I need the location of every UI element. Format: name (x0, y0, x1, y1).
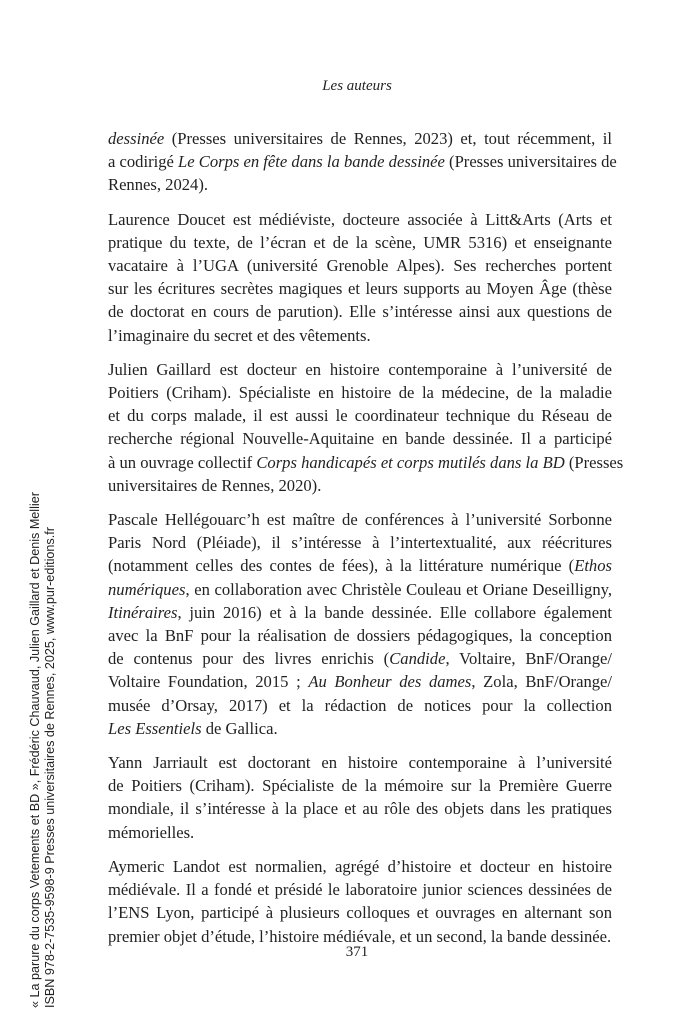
text-line (108, 277, 612, 300)
author-bio-paragraph (108, 127, 617, 197)
text-line (108, 601, 612, 624)
text-line (108, 901, 612, 924)
text-line (108, 427, 612, 450)
text-segment: , juin 2016) et à la bande dessinée. Elle collabore également (177, 602, 612, 622)
text-segment: (Presses universitaires de Rennes, 2023) et, tout récemment, il (164, 129, 612, 148)
page-number: 371 (345, 944, 369, 960)
text-segment: et du corps malade, il est aussi le coordinateur technique du Réseau de (108, 406, 612, 426)
text-segment: l’imaginaire du secret et des vêtements. (108, 325, 371, 345)
text-line (108, 821, 612, 844)
text-line (108, 878, 612, 901)
running-header: Les auteurs (322, 78, 392, 94)
author-bio-paragraph (108, 358, 624, 497)
text-line (108, 647, 612, 670)
author-bio-paragraph (108, 508, 612, 740)
text-line (108, 127, 612, 150)
text-segment: (Presses (564, 452, 624, 472)
text-segment: vacataire à l’UGA (université Grenoble Alpes). Ses recherches portent (108, 256, 612, 276)
author-bio-paragraph (108, 208, 612, 347)
text-segment: mémorielles. (108, 822, 195, 842)
text-line (108, 381, 612, 404)
text-segment: universitaires de Rennes, 2020). (108, 475, 322, 495)
text-segment: Poitiers (Criham). Spécialiste en histoire de la médecine, de la maladie (108, 383, 612, 403)
text-line (108, 231, 612, 254)
text-line (108, 578, 612, 601)
text-line (108, 508, 612, 531)
text-line (108, 173, 612, 196)
text-line (108, 554, 612, 577)
italic-title: Les Essentiels (108, 718, 202, 738)
text-segment: , Zola, BnF/Orange/ (471, 672, 613, 692)
text-line (108, 797, 612, 820)
text-segment: (notamment celles des contes de fées), à la littérature numérique ( (108, 556, 575, 576)
text-line (108, 774, 612, 797)
text-segment: l’ENS Lyon, participé à plusieurs colloques et ouvrages en alternant son (108, 903, 612, 923)
text-line (108, 451, 624, 474)
text-segment: de doctorat en cours de parution). Elle s’intéresse ainsi aux questions de (108, 302, 612, 322)
text-line (108, 531, 612, 554)
text-line (108, 324, 612, 347)
text-segment: médiévale. Il a fondé et présidé le laboratoire junior sciences dessinées de (108, 880, 612, 900)
text-line (108, 694, 612, 717)
italic-title: Corps handicapés et corps mutilés dans la BD (256, 452, 565, 472)
text-segment: , en collaboration avec Christèle Couleau et Oriane Deseilligny, (185, 579, 612, 599)
text-segment: , Voltaire, BnF/Orange/ (445, 649, 613, 669)
text-segment: pratique du texte, de l’écran et de la scène, UMR 5316) et enseignante (108, 232, 612, 252)
text-line (108, 208, 612, 231)
italic-title: numériques (108, 579, 186, 599)
text-line (108, 254, 612, 277)
text-segment: de Poitiers (Criham). Spécialiste de la mémoire sur la Première Guerre (108, 776, 612, 796)
text-segment: sur les écritures secrètes magiques et leurs supports au Moyen Âge (thèse (108, 279, 612, 299)
italic-title: Au Bonheur des dames (308, 672, 472, 692)
text-line (108, 624, 612, 647)
italic-title: Le Corps en fête dans la bande dessinée (178, 152, 445, 172)
text-segment: premier objet d’étude, l’histoire médiévale, et un second, la bande dessinée. (108, 926, 612, 946)
italic-title: Itinéraires (108, 602, 178, 622)
text-line (108, 300, 612, 323)
text-segment: Aymeric Landot est normalien, agrégé d’histoire et docteur en histoire (108, 856, 612, 876)
text-line (108, 150, 617, 173)
text-segment: Voltaire Foundation, 2015 ; (108, 672, 309, 692)
text-segment: de contenus pour des livres enrichis ( (108, 649, 390, 669)
sidebar-isbn: ISBN 978-2-7535-9598-9 Presses universitaires de Rennes, 2025, www.pur-editions.fr (43, 527, 57, 1008)
author-bio-paragraph (108, 855, 612, 948)
text-segment: musée d’Orsay, 2017) et la rédaction de notices pour la collection (108, 695, 612, 715)
text-segment: Julien Gaillard est docteur en histoire contemporaine à l’université de (108, 359, 612, 379)
text-segment: Pascale Hellégouarc’h est maître de conférences à l’université Sorbonne (108, 510, 612, 530)
text-line (108, 474, 612, 497)
text-segment: (Presses universitaires de (444, 152, 617, 172)
text-segment: a codirigé (108, 152, 179, 172)
text-segment: Laurence Doucet est médiéviste, docteure associée à Litt&Arts (Arts et (108, 209, 612, 229)
italic-title: Candide (389, 649, 446, 669)
copyright-sidebar (28, 492, 58, 1008)
text-segment: mondiale, il s’intéresse à la place et au rôle des objets dans les pratiques (108, 799, 612, 819)
text-line (108, 717, 612, 740)
text-segment: de Gallica. (201, 718, 278, 738)
sidebar-citation: « La parure du corps Vetements et BD », Frédéric Chauvaud, Julien Gaillard et Denis Mellier (28, 492, 42, 1008)
text-segment: à un ouvrage collectif (108, 452, 257, 472)
text-line (108, 855, 612, 878)
text-line (108, 358, 612, 381)
text-segment: recherche régional Nouvelle-Aquitaine en bande dessinée. Il a participé (108, 429, 612, 449)
text-line (108, 670, 612, 693)
author-bios (108, 127, 624, 959)
text-segment: Rennes, 2024). (108, 175, 209, 195)
italic-title: Ethos (574, 556, 612, 576)
italic-title: dessinée (108, 129, 165, 148)
text-line (108, 404, 612, 427)
author-bio-paragraph (108, 751, 612, 844)
text-segment: Yann Jarriault est doctorant en histoire contemporaine à l’université (108, 753, 612, 773)
text-line (108, 751, 612, 774)
text-segment: Paris Nord (Pléiade), il s’intéresse à l’intertextualité, aux réécritures (108, 533, 612, 553)
text-segment: avec la BnF pour la réalisation de dossiers pédagogiques, la conception (108, 626, 612, 646)
